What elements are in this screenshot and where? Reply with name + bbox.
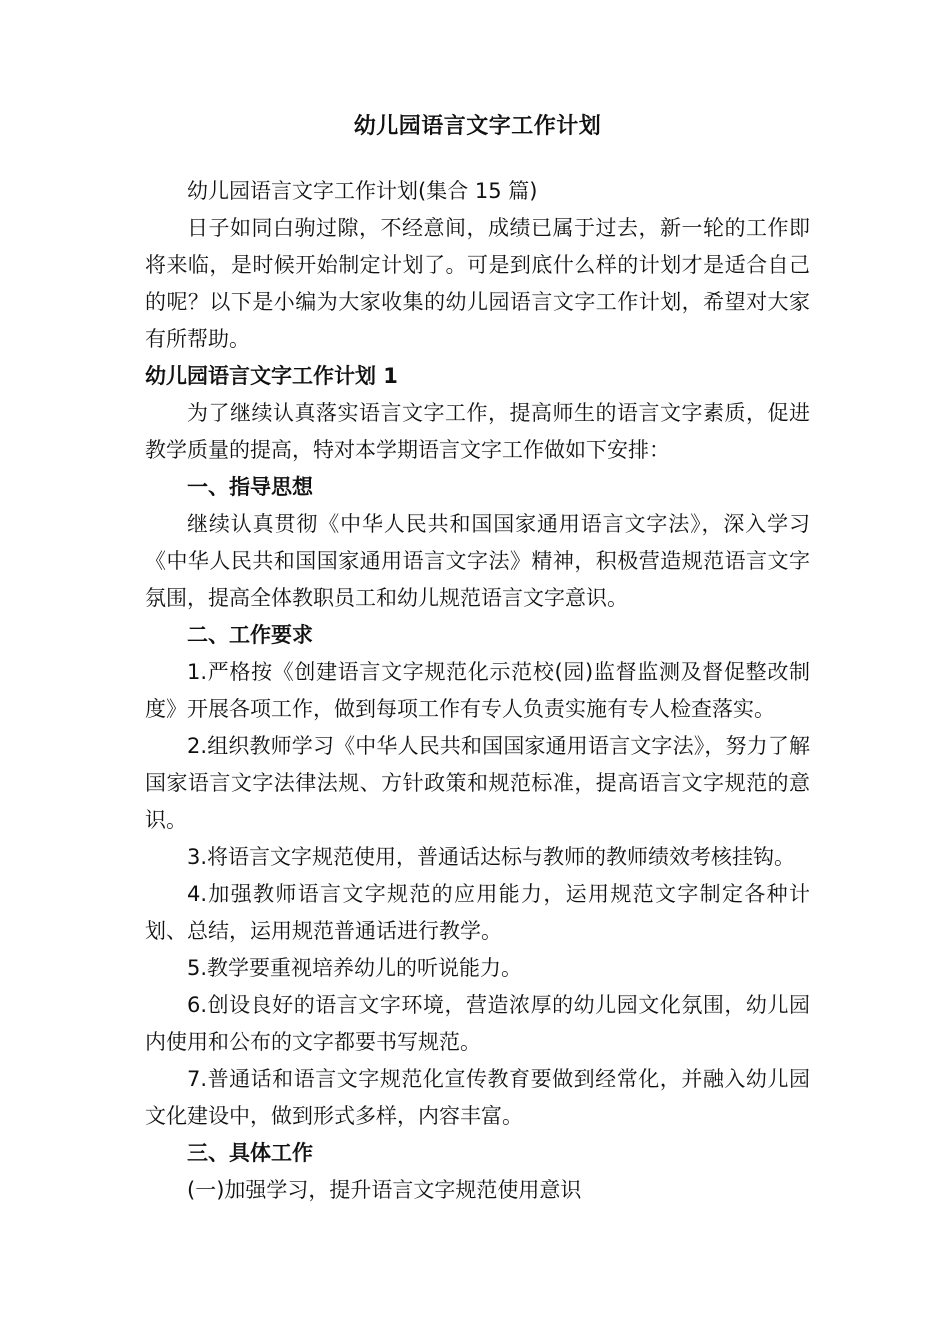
document-page — [145, 105, 810, 1209]
paragraph-subtitle: 幼儿园语言文字工作计划(集合 15 篇) — [187, 179, 538, 203]
paragraph-requirement-6: 6.创设良好的语言文字环境，营造浓厚的幼儿园文化氛围，幼儿园内使用和公布的文字都要书写规范。 — [145, 993, 810, 1054]
heading-specific-work: 三、具体工作 — [187, 1141, 313, 1165]
paragraph-plan-1-intro: 为了继续认真落实语言文字工作，提高师生的语言文字素质，促进教学质量的提高，特对本学期语言文字工作做如下安排： — [145, 401, 810, 462]
paragraph-guiding-thought: 继续认真贯彻《中华人民共和国国家通用语言文字法》，深入学习《中华人民共和国国家通用语言文字法》精神，积极营造规范语言文字氛围，提高全体教职员工和幼儿规范语言文字意识。 — [145, 512, 810, 610]
paragraph-requirement-5: 5.教学要重视培养幼儿的听说能力。 — [187, 956, 523, 980]
paragraph-intro: 日子如同白驹过隙，不经意间，成绩已属于过去，新一轮的工作即将来临，是时候开始制定计划了。可是到底什么样的计划才是适合自己的呢？以下是小编为大家收集的幼儿园语言文字工作计划，希望对大家有所帮助。 — [145, 216, 810, 351]
paragraph-requirement-4: 4.加强教师语言文字规范的应用能力，运用规范文字制定各种计划、总结，运用规范普通话进行教学。 — [145, 882, 810, 943]
paragraph-requirement-7: 7.普通话和语言文字规范化宣传教育要做到经常化，并融入幼儿园文化建设中，做到形式多样，内容丰富。 — [145, 1067, 810, 1128]
paragraph-specific-work-1: (一)加强学习，提升语言文字规范使用意识 — [187, 1178, 582, 1202]
heading-work-requirements: 二、工作要求 — [187, 623, 313, 647]
paragraph-requirement-2: 2.组织教师学习《中华人民共和国国家通用语言文字法》，努力了解国家语言文字法律法规、方针政策和规范标准，提高语言文字规范的意识。 — [145, 734, 810, 832]
document-body — [145, 173, 810, 1209]
heading-plan-1: 幼儿园语言文字工作计划 1 — [145, 364, 398, 388]
paragraph-requirement-3: 3.将语言文字规范使用，普通话达标与教师的教师绩效考核挂钩。 — [187, 845, 796, 869]
heading-guiding-thought: 一、指导思想 — [187, 475, 313, 499]
document-title: 幼儿园语言文字工作计划 — [353, 114, 602, 139]
paragraph-requirement-1: 1.严格按《创建语言文字规范化示范校(园)监督监测及督促整改制度》开展各项工作，做到每项工作有专人负责实施有专人检查落实。 — [145, 660, 810, 721]
